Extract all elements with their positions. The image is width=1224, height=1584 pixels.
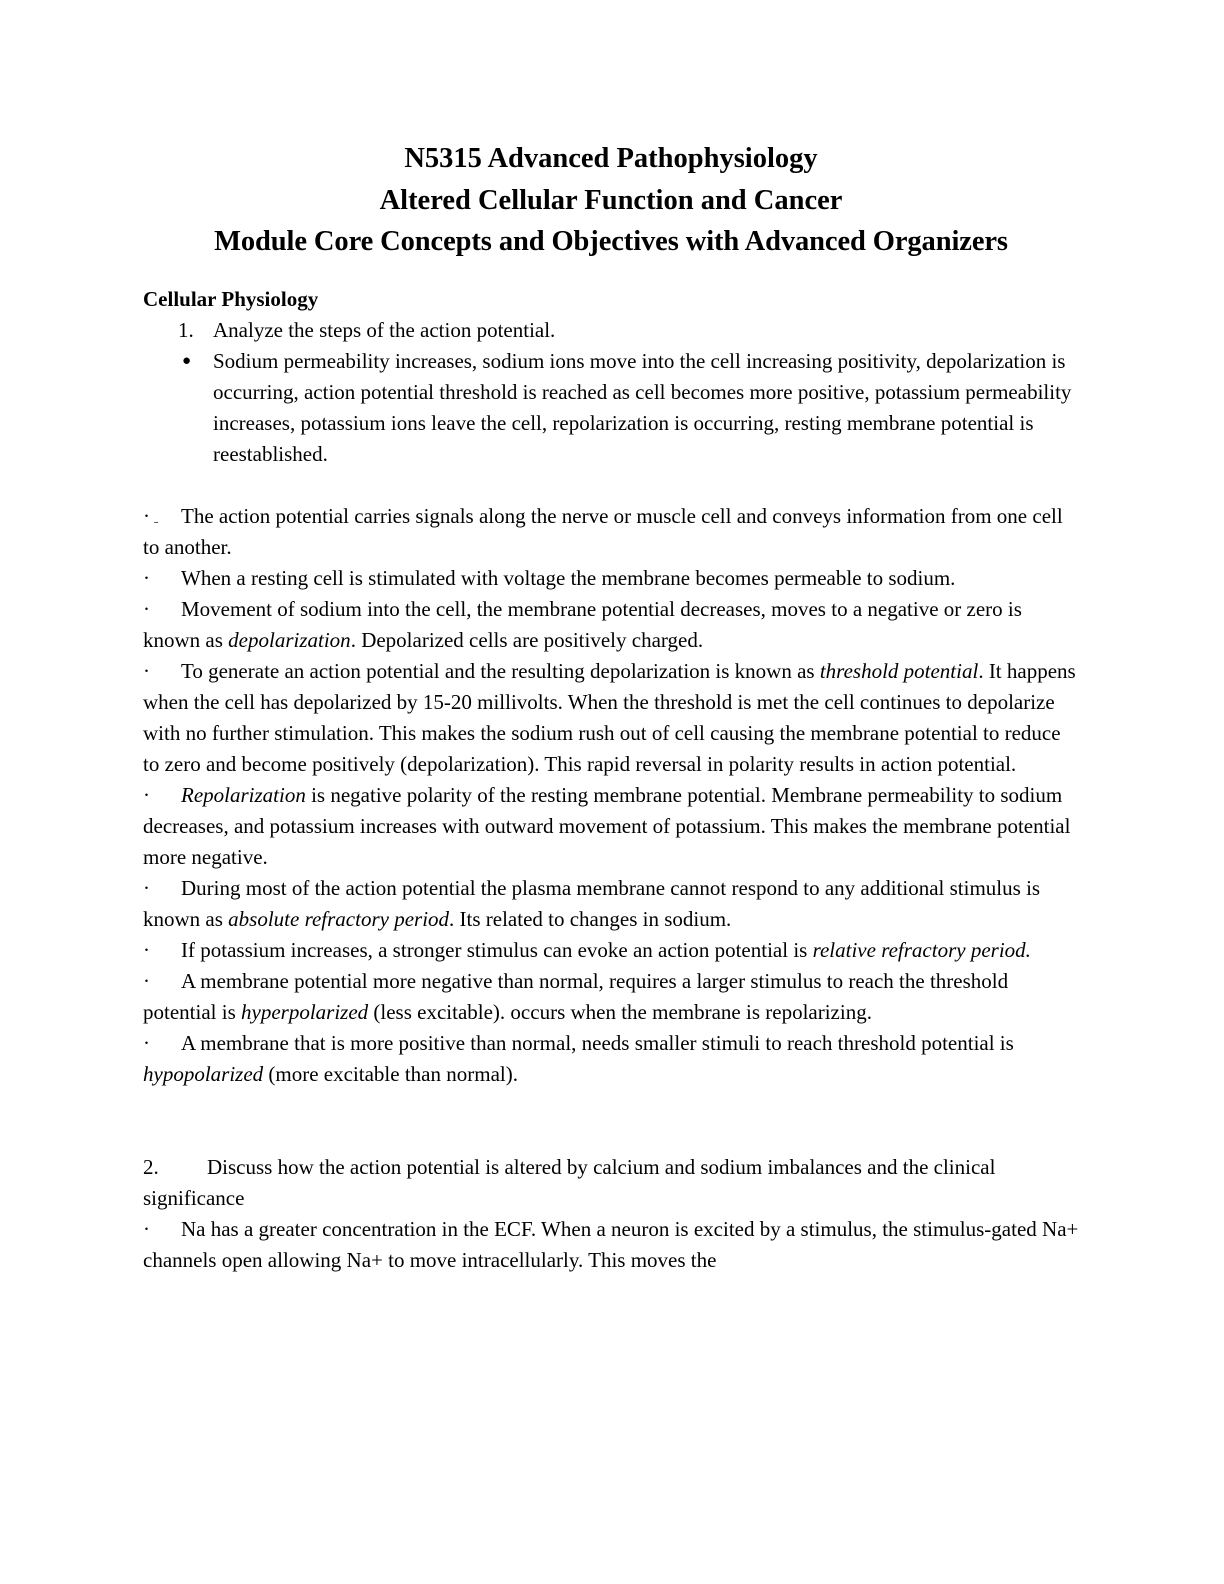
paragraph-emphasis: Repolarization (181, 782, 306, 807)
title-line-2: Altered Cellular Function and Cancer (379, 184, 843, 216)
list-marker-bullet: ● (182, 352, 192, 369)
paragraph-emphasis: absolute refractory period (228, 906, 450, 931)
top-list (143, 315, 1079, 470)
paragraph-segment: . It happens when the cell has depolarized by 15-20 millivolts. When the threshold is met the cell continues to depolarize with no further stimulation. This makes the sodium rush out of cell causing the membrane potential to reduce to zero and become positively (depolarization). This rapid reversal in polarity results in action potential. (143, 658, 1076, 776)
objective-2-text: Discuss how the action potential is altered by calcium and sodium imbalances and the clinical significance (143, 1154, 996, 1210)
list-item-text: Analyze the steps of the action potential. (213, 317, 556, 342)
list-item-objective-1 (143, 315, 1079, 346)
middot-marker: · (143, 1216, 150, 1241)
paragraph-segment: During most of the action potential the plasma membrane cannot respond to any additional stimulus is known as (143, 875, 1041, 931)
title-line-1: N5315 Advanced Pathophysiology (404, 143, 818, 174)
middot-paragraph (143, 935, 1079, 966)
paragraph-emphasis: hypopolarized (143, 1061, 264, 1086)
middot-paragraph (143, 563, 1079, 594)
paragraph-segment: A membrane that is more positive than normal, needs smaller stimuli to reach threshold potential is (181, 1030, 1014, 1055)
spacer-line (143, 1090, 1079, 1152)
middot-marker: · (143, 596, 150, 621)
list-item-text: Sodium permeability increases, sodium ions move into the cell increasing positivity, depolarization is occurring, action potential threshold is reached as cell becomes more positive, potassium permeability increases, potassium ions leave the cell, repolarization is occurring, resting membrane potential is reestablished. (213, 348, 1072, 466)
section-heading-cellular-physiology: Cellular Physiology (143, 286, 319, 311)
middot-marker: · (143, 658, 150, 683)
middot-paragraph (143, 966, 1079, 1028)
paragraph-segment: The action potential carries signals along the nerve or muscle cell and conveys information from one cell to another. (143, 503, 1063, 559)
middot-paragraph-block (143, 501, 1079, 1090)
middot-paragraph (143, 873, 1079, 935)
list-item-bullet-1 (143, 346, 1079, 470)
paragraph-segment: Na has a greater concentration in the ECF. When a neuron is excited by a stimulus, the stimulus-gated Na+ channels open allowing Na+ to move intracellularly. This moves the (143, 1216, 1079, 1272)
title-line-3: Module Core Concepts and Objectives with Advanced Organizers (214, 226, 1008, 257)
objective-2-paragraph (143, 1152, 1079, 1214)
list-marker-number: 1. (178, 317, 194, 342)
paragraph-segment: If potassium increases, a stronger stimulus can evoke an action potential is (181, 937, 813, 962)
paragraph-segment: Movement of sodium into the cell, the membrane potential decreases, moves to a negative or zero is known as (143, 596, 1022, 652)
middot-marker: · (143, 1030, 150, 1055)
paragraph-segment: . Its related to changes in sodium. (449, 906, 732, 931)
paragraph-segment: (less excitable). occurs when the membrane is repolarizing. (368, 999, 872, 1024)
paragraph-emphasis: hyperpolarized (241, 999, 369, 1024)
middot-marker: · (143, 937, 150, 962)
paragraph-segment: When a resting cell is stimulated with voltage the membrane becomes permeable to sodium. (181, 565, 956, 590)
paragraph-segment: is negative polarity of the resting membrane potential. Membrane permeability to sodium decreases, and potassium increases with outward movement of potassium. This makes the membrane potential more negative. (143, 782, 1071, 869)
middot-paragraph (143, 1214, 1079, 1276)
middot-marker: · (143, 968, 150, 993)
objective-2-marker: 2. (143, 1154, 159, 1179)
paragraph-segment: (more excitable than normal). (263, 1061, 518, 1086)
paragraph-emphasis: relative refractory period. (812, 937, 1031, 962)
middot-marker: · (143, 875, 150, 900)
middot-marker: · (143, 565, 150, 590)
middot-paragraph (143, 594, 1079, 656)
middot-paragraph (143, 501, 1079, 563)
middot-paragraph (143, 1028, 1079, 1090)
middot-marker: · ˍ (143, 503, 159, 528)
middot-paragraph (143, 780, 1079, 873)
paragraph-segment: . Depolarized cells are positively charged. (350, 627, 704, 652)
document-title (143, 138, 1079, 263)
paragraph-emphasis: depolarization (228, 627, 351, 652)
spacer-line (143, 470, 1079, 501)
page-content (143, 138, 1079, 1276)
middot-paragraph (143, 656, 1079, 780)
middot-marker: · (143, 782, 150, 807)
paragraph-segment: To generate an action potential and the resulting depolarization is known as (181, 658, 820, 683)
paragraph-segment: A membrane potential more negative than normal, requires a larger stimulus to reach the threshold potential is (143, 968, 1009, 1024)
paragraph-emphasis: threshold potential (819, 658, 979, 683)
